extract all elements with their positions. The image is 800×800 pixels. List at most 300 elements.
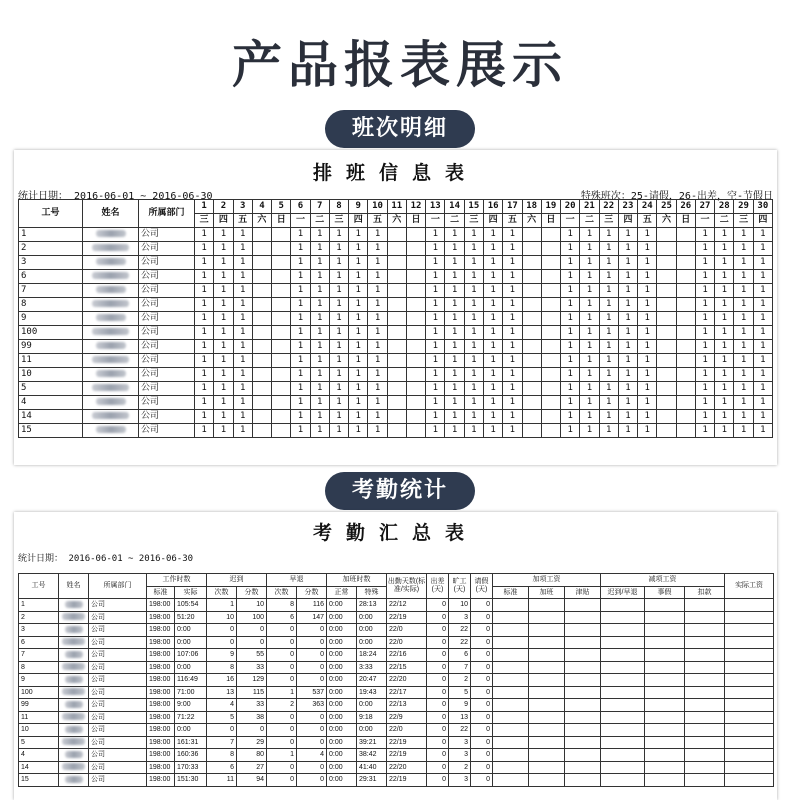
actual-hours-cell: 0:00 (175, 624, 207, 637)
empty-pay-cell (565, 761, 601, 774)
ot-special-cell: 0:00 (357, 636, 387, 649)
section-pill-shift-details: 班次明细 (325, 110, 475, 148)
shift-cell (387, 340, 406, 354)
name-cell-redacted (59, 686, 89, 699)
shift-cell (676, 340, 695, 354)
empty-pay-cell (493, 649, 529, 662)
shift-cell: 1 (734, 242, 753, 256)
ot-special-cell: 41:40 (357, 761, 387, 774)
shift-cell (272, 256, 291, 270)
shift-cell: 1 (464, 298, 483, 312)
shift-cell: 1 (464, 326, 483, 340)
shift-cell (657, 354, 676, 368)
early-minutes-cell: 0 (297, 724, 327, 737)
day-number: 24 (638, 200, 657, 214)
name-cell-redacted (83, 284, 139, 298)
shift-cell: 1 (310, 270, 329, 284)
empty-pay-cell (645, 736, 685, 749)
business-trip-cell: 0 (427, 686, 449, 699)
shift-cell: 1 (349, 256, 368, 270)
table-row (19, 749, 774, 762)
day-number: 10 (368, 200, 387, 214)
emp-id-cell: 2 (19, 242, 83, 256)
table-row (19, 242, 773, 256)
empty-pay-cell (725, 749, 774, 762)
weekday-label: 五 (503, 214, 522, 228)
shift-cell (387, 270, 406, 284)
name-cell-redacted (83, 242, 139, 256)
business-trip-cell: 0 (427, 711, 449, 724)
shift-cell (541, 410, 560, 424)
shift-cell: 1 (618, 368, 637, 382)
day-number: 17 (503, 200, 522, 214)
shift-cell: 1 (310, 312, 329, 326)
emp-id-cell: 10 (19, 724, 59, 737)
shift-cell: 1 (734, 228, 753, 242)
attend-days-cell: 22/0 (387, 624, 427, 637)
shift-cell: 1 (638, 242, 657, 256)
empty-pay-cell (565, 749, 601, 762)
shift-cell: 1 (291, 298, 310, 312)
shift-cell (252, 312, 271, 326)
shift-cell: 1 (291, 410, 310, 424)
shift-cell: 1 (638, 424, 657, 438)
table-row (19, 326, 773, 340)
shift-cell (387, 256, 406, 270)
shift-cell (406, 382, 425, 396)
empty-pay-cell (685, 661, 725, 674)
col-name: 姓名 (59, 574, 89, 599)
day-number: 27 (695, 200, 714, 214)
business-trip-cell: 0 (427, 661, 449, 674)
shift-cell (541, 396, 560, 410)
empty-pay-cell (493, 774, 529, 787)
weekday-label: 六 (657, 214, 676, 228)
stat-date-range-2: 2016-06-01 ~ 2016-06-30 (68, 554, 194, 564)
shift-cell: 1 (368, 382, 387, 396)
empty-pay-cell (493, 636, 529, 649)
early-minutes-cell: 4 (297, 749, 327, 762)
shift-cell (657, 326, 676, 340)
empty-pay-cell (493, 661, 529, 674)
empty-pay-cell (601, 649, 645, 662)
shift-cell: 1 (233, 340, 252, 354)
absent-cell: 2 (449, 761, 471, 774)
shift-cell: 1 (195, 410, 214, 424)
shift-cell: 1 (483, 242, 502, 256)
shift-cell: 1 (291, 312, 310, 326)
shift-cell: 1 (291, 424, 310, 438)
dept-cell: 公司 (139, 256, 195, 270)
shift-cell: 1 (329, 256, 348, 270)
emp-id-cell: 99 (19, 699, 59, 712)
shift-cell: 1 (580, 256, 599, 270)
shift-cell: 1 (368, 312, 387, 326)
ot-normal-cell: 0:00 (327, 599, 357, 612)
shift-cell: 1 (426, 312, 445, 326)
late-times-cell: 10 (207, 611, 237, 624)
shift-cell: 1 (233, 368, 252, 382)
empty-pay-cell (565, 736, 601, 749)
shift-cell: 1 (368, 256, 387, 270)
shift-cell (406, 340, 425, 354)
dept-cell: 公司 (89, 686, 147, 699)
empty-pay-cell (529, 624, 565, 637)
empty-pay-cell (565, 649, 601, 662)
shift-cell (272, 354, 291, 368)
actual-hours-cell: 0:00 (175, 724, 207, 737)
shift-schedule-title: 排班信息表 (312, 162, 478, 184)
shift-cell: 1 (753, 228, 772, 242)
emp-id-cell: 1 (19, 228, 83, 242)
shift-cell: 1 (464, 242, 483, 256)
empty-pay-cell (645, 711, 685, 724)
page-title: 产品报表展示 (232, 36, 568, 94)
stat-date-range: 2016-06-01 ~ 2016-06-30 (74, 191, 213, 202)
name-cell-redacted (59, 624, 89, 637)
redacted-name-blur (96, 398, 126, 405)
shift-cell: 1 (233, 228, 252, 242)
shift-cell: 1 (599, 410, 618, 424)
shift-cell: 1 (349, 242, 368, 256)
name-cell-redacted (83, 368, 139, 382)
shift-cell (272, 396, 291, 410)
shift-cell (406, 354, 425, 368)
shift-cell: 1 (445, 340, 464, 354)
weekday-label: 五 (638, 214, 657, 228)
late-times-cell: 6 (207, 761, 237, 774)
emp-id-cell: 4 (19, 396, 83, 410)
col-std: 标准 (147, 586, 175, 599)
day-number: 5 (272, 200, 291, 214)
ot-special-cell: 0:00 (357, 624, 387, 637)
day-number: 13 (426, 200, 445, 214)
late-minutes-cell: 115 (237, 686, 267, 699)
shift-cell: 1 (753, 312, 772, 326)
name-cell-redacted (59, 649, 89, 662)
weekday-label: 六 (252, 214, 271, 228)
empty-pay-cell (493, 599, 529, 612)
late-minutes-cell: 29 (237, 736, 267, 749)
shift-cell: 1 (329, 242, 348, 256)
shift-cell: 1 (753, 270, 772, 284)
col-ot-extra: 加班 (529, 586, 565, 599)
shift-cell: 1 (618, 228, 637, 242)
shift-cell (406, 284, 425, 298)
emp-id-cell: 3 (19, 624, 59, 637)
absent-cell: 3 (449, 749, 471, 762)
name-cell-redacted (83, 326, 139, 340)
shift-cell: 1 (618, 410, 637, 424)
shift-cell: 1 (214, 228, 233, 242)
ot-normal-cell: 0:00 (327, 636, 357, 649)
actual-hours-cell: 0:00 (175, 661, 207, 674)
day-number: 7 (310, 200, 329, 214)
day-number: 26 (676, 200, 695, 214)
empty-pay-cell (685, 636, 725, 649)
shift-cell (406, 256, 425, 270)
empty-pay-cell (565, 724, 601, 737)
redacted-name-blur (62, 613, 85, 620)
dept-cell: 公司 (139, 396, 195, 410)
weekday-label: 三 (734, 214, 753, 228)
col-overtime: 加班时数 (327, 574, 387, 587)
col-real-pay: 实际工资 (725, 574, 774, 599)
shift-cell: 1 (695, 410, 714, 424)
shift-cell (541, 228, 560, 242)
empty-pay-cell (529, 761, 565, 774)
redacted-name-blur (92, 384, 129, 391)
attendance-summary-title: 考勤汇总表 (312, 522, 478, 544)
shift-cell: 1 (483, 312, 502, 326)
shift-cell (522, 298, 541, 312)
early-minutes-cell: 0 (297, 774, 327, 787)
empty-pay-cell (725, 674, 774, 687)
shift-cell (657, 298, 676, 312)
day-number: 2 (214, 200, 233, 214)
shift-cell: 1 (695, 228, 714, 242)
shift-schedule-table (18, 199, 773, 438)
ot-normal-cell: 0:00 (327, 699, 357, 712)
shift-cell: 1 (580, 368, 599, 382)
col-name: 姓名 (83, 200, 139, 228)
shift-cell: 1 (329, 326, 348, 340)
shift-cell: 1 (580, 326, 599, 340)
late-minutes-cell: 0 (237, 624, 267, 637)
shift-cell: 1 (426, 228, 445, 242)
col-work-hours: 工作时数 (147, 574, 207, 587)
shift-cell (522, 410, 541, 424)
shift-cell: 1 (599, 424, 618, 438)
shift-cell: 1 (368, 228, 387, 242)
shift-cell: 1 (426, 242, 445, 256)
empty-pay-cell (645, 674, 685, 687)
shift-cell: 1 (349, 270, 368, 284)
shift-cell: 1 (715, 368, 734, 382)
shift-cell: 1 (214, 242, 233, 256)
shift-cell (252, 256, 271, 270)
std-hours-cell: 198:00 (147, 711, 175, 724)
shift-cell (252, 340, 271, 354)
empty-pay-cell (645, 611, 685, 624)
empty-pay-cell (601, 674, 645, 687)
shift-cell: 1 (233, 424, 252, 438)
shift-cell: 1 (503, 396, 522, 410)
day-number: 21 (580, 200, 599, 214)
day-number: 29 (734, 200, 753, 214)
empty-pay-cell (601, 624, 645, 637)
shift-cell (387, 228, 406, 242)
ot-special-cell: 9:18 (357, 711, 387, 724)
attend-days-cell: 22/13 (387, 699, 427, 712)
shift-cell: 1 (503, 312, 522, 326)
dept-cell: 公司 (89, 699, 147, 712)
col-ot-special: 特殊 (357, 586, 387, 599)
shift-cell: 1 (483, 396, 502, 410)
shift-cell: 1 (310, 354, 329, 368)
empty-pay-cell (529, 711, 565, 724)
shift-cell (541, 270, 560, 284)
empty-pay-cell (601, 724, 645, 737)
absent-cell: 2 (449, 674, 471, 687)
shift-cell: 1 (618, 312, 637, 326)
early-minutes-cell: 0 (297, 761, 327, 774)
shift-cell: 1 (618, 242, 637, 256)
shift-cell (657, 410, 676, 424)
redacted-name-blur (96, 426, 126, 433)
shift-cell (406, 228, 425, 242)
business-trip-cell: 0 (427, 599, 449, 612)
shift-cell: 1 (503, 410, 522, 424)
empty-pay-cell (685, 599, 725, 612)
redacted-name-blur (65, 626, 83, 633)
std-hours-cell: 198:00 (147, 749, 175, 762)
shift-cell: 1 (734, 368, 753, 382)
std-hours-cell: 198:00 (147, 636, 175, 649)
shift-cell: 1 (310, 368, 329, 382)
shift-cell (252, 396, 271, 410)
shift-cell: 1 (638, 340, 657, 354)
shift-cell (272, 410, 291, 424)
shift-cell: 1 (618, 326, 637, 340)
emp-id-cell: 6 (19, 270, 83, 284)
early-minutes-cell: 0 (297, 636, 327, 649)
shift-cell: 1 (214, 284, 233, 298)
actual-hours-cell: 71:00 (175, 686, 207, 699)
empty-pay-cell (601, 711, 645, 724)
early-minutes-cell: 0 (297, 661, 327, 674)
table-row (19, 284, 773, 298)
shift-cell: 1 (349, 368, 368, 382)
shift-cell (252, 410, 271, 424)
late-times-cell: 8 (207, 661, 237, 674)
shift-cell (522, 382, 541, 396)
shift-cell: 1 (329, 228, 348, 242)
name-cell-redacted (59, 599, 89, 612)
ot-special-cell: 0:00 (357, 611, 387, 624)
stat-date-label: 统计日期： (18, 191, 68, 202)
empty-pay-cell (645, 724, 685, 737)
name-cell-redacted (83, 228, 139, 242)
shift-cell: 1 (310, 424, 329, 438)
shift-cell (522, 354, 541, 368)
shift-cell: 1 (561, 256, 580, 270)
empty-pay-cell (725, 774, 774, 787)
name-cell-redacted (59, 699, 89, 712)
emp-id-cell: 4 (19, 749, 59, 762)
late-times-cell: 8 (207, 749, 237, 762)
shift-cell: 1 (561, 284, 580, 298)
attend-days-cell: 22/0 (387, 724, 427, 737)
name-cell-redacted (83, 396, 139, 410)
emp-id-cell: 100 (19, 686, 59, 699)
shift-cell: 1 (233, 382, 252, 396)
shift-cell: 1 (503, 256, 522, 270)
shift-cell (387, 298, 406, 312)
redacted-name-blur (62, 663, 85, 670)
shift-cell: 1 (638, 354, 657, 368)
redacted-name-blur (96, 342, 126, 349)
shift-cell: 1 (349, 354, 368, 368)
shift-cell: 1 (329, 298, 348, 312)
shift-cell: 1 (329, 312, 348, 326)
redacted-name-blur (62, 763, 85, 770)
early-minutes-cell: 0 (297, 624, 327, 637)
shift-cell: 1 (599, 256, 618, 270)
ot-special-cell: 3:33 (357, 661, 387, 674)
shift-cell: 1 (195, 368, 214, 382)
name-cell-redacted (59, 711, 89, 724)
late-times-cell: 13 (207, 686, 237, 699)
business-trip-cell: 0 (427, 761, 449, 774)
shift-cell (252, 298, 271, 312)
shift-cell: 1 (753, 242, 772, 256)
early-times-cell: 2 (267, 699, 297, 712)
empty-pay-cell (725, 736, 774, 749)
late-minutes-cell: 55 (237, 649, 267, 662)
shift-cell (252, 354, 271, 368)
col-dept: 所属部门 (139, 200, 195, 228)
weekday-label: 三 (329, 214, 348, 228)
shift-cell: 1 (233, 312, 252, 326)
emp-id-cell: 7 (19, 649, 59, 662)
shift-cell: 1 (483, 354, 502, 368)
shift-cell: 1 (195, 242, 214, 256)
shift-cell: 1 (503, 368, 522, 382)
attend-days-cell: 22/19 (387, 774, 427, 787)
absent-cell: 22 (449, 636, 471, 649)
shift-cell: 1 (599, 298, 618, 312)
emp-id-cell: 15 (19, 774, 59, 787)
actual-hours-cell: 116:49 (175, 674, 207, 687)
shift-cell: 1 (195, 284, 214, 298)
shift-cell: 1 (580, 228, 599, 242)
col-attend-days: 出勤天数(标准/实际) (387, 574, 427, 599)
col-ded-late: 迟到/早退 (601, 586, 645, 599)
shift-cell (676, 284, 695, 298)
dept-cell: 公司 (139, 354, 195, 368)
shift-cell: 1 (483, 284, 502, 298)
ot-special-cell: 0:00 (357, 724, 387, 737)
shift-cell: 1 (426, 270, 445, 284)
shift-cell (252, 228, 271, 242)
late-minutes-cell: 94 (237, 774, 267, 787)
redacted-name-blur (62, 738, 85, 745)
shift-cell (676, 410, 695, 424)
ot-special-cell: 20:47 (357, 674, 387, 687)
shift-cell: 1 (580, 312, 599, 326)
empty-pay-cell (601, 699, 645, 712)
shift-cell: 1 (599, 382, 618, 396)
shift-cell: 1 (715, 410, 734, 424)
dept-cell: 公司 (139, 326, 195, 340)
shift-cell: 1 (561, 326, 580, 340)
early-times-cell: 0 (267, 724, 297, 737)
shift-cell (522, 228, 541, 242)
business-trip-cell: 0 (427, 774, 449, 787)
emp-id-cell: 6 (19, 636, 59, 649)
shift-cell: 1 (734, 326, 753, 340)
leave-cell: 0 (471, 649, 493, 662)
shift-cell: 1 (715, 270, 734, 284)
empty-pay-cell (725, 711, 774, 724)
shift-cell: 1 (214, 256, 233, 270)
shift-cell: 1 (349, 410, 368, 424)
col-leave: 请假(天) (471, 574, 493, 599)
shift-cell (252, 242, 271, 256)
shift-cell: 1 (599, 340, 618, 354)
shift-cell: 1 (368, 368, 387, 382)
